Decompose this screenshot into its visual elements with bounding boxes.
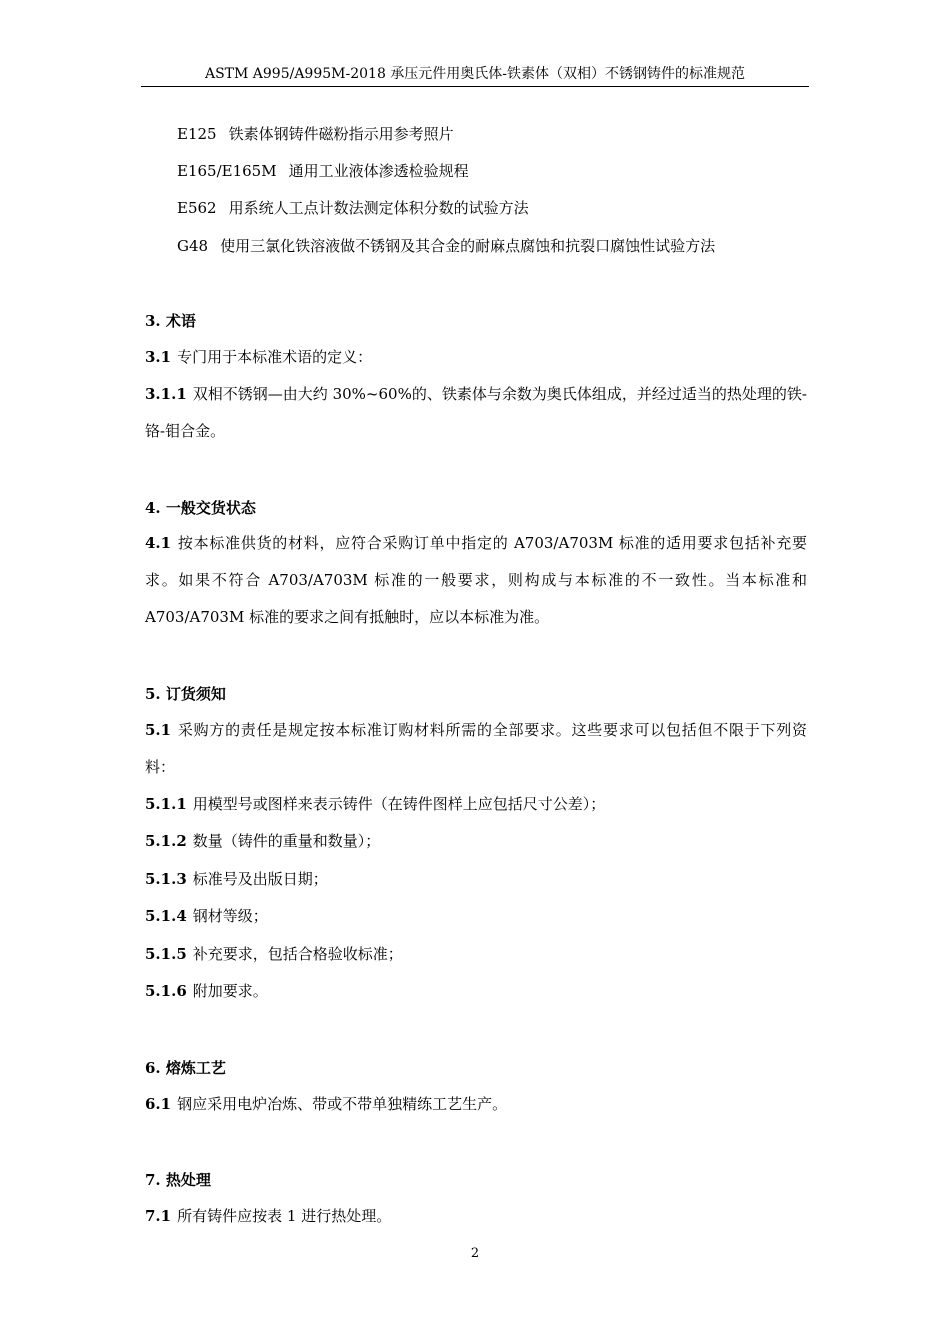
reference-code: G48 xyxy=(177,237,209,255)
reference-text: 通用工业液体渗透检验规程 xyxy=(288,162,469,180)
clause-text: 标准号及出版日期； xyxy=(192,870,328,888)
clause-5-1-4 xyxy=(145,898,807,935)
clause-number: 7.1 xyxy=(145,1207,172,1225)
reference-code: E165/E165M xyxy=(177,162,277,180)
clause-text: 所有铸件应按表 1 进行热处理。 xyxy=(177,1207,392,1225)
clause-text: 按本标准供货的材料，应符合采购订单中指定的 A703/A703M 标准的适用要求包括补充要求。如果不符合 A703/A703M 标准的一般要求，则构成与本标准的不一致性。当本标准和 A703/A703M 标准的要求之间有抵触时，应以本标准为准。 xyxy=(145,534,807,626)
reference-code: E562 xyxy=(177,199,217,217)
clause-text: 采购方的责任是规定按本标准订购材料所需的全部要求。这些要求可以包括但不限于下列资料： xyxy=(145,721,807,776)
section-heading-4: 4. 一般交货状态 xyxy=(145,499,256,517)
clause-number: 3.1 xyxy=(145,348,172,366)
clause-7-1 xyxy=(145,1198,807,1235)
clause-3-1-1 xyxy=(145,376,807,450)
clause-number: 5.1.5 xyxy=(145,945,187,963)
clause-number: 3.1.1 xyxy=(145,385,187,403)
reference-text: 铁素体钢铸件磁粉指示用参考照片 xyxy=(228,125,454,143)
section-heading-6: 6. 熔炼工艺 xyxy=(145,1059,226,1077)
clause-5-1-1 xyxy=(145,786,807,823)
page-header: ASTM A995/A995M-2018 承压元件用奥氏体-铁素体（双相）不锈钢铸件的标准规范 xyxy=(141,64,809,87)
clause-number: 5.1.6 xyxy=(145,982,187,1000)
reference-item xyxy=(177,235,715,257)
section-heading-5: 5. 订货须知 xyxy=(145,685,226,703)
clause-number: 5.1.4 xyxy=(145,907,187,925)
reference-item xyxy=(177,123,454,145)
section-heading-7: 7. 热处理 xyxy=(145,1171,211,1189)
clause-text: 用模型号或图样来表示铸件（在铸件图样上应包括尺寸公差）； xyxy=(192,795,606,813)
clause-5-1-3 xyxy=(145,861,807,898)
clause-number: 6.1 xyxy=(145,1095,172,1113)
clause-4-1 xyxy=(145,525,807,636)
clause-number: 5.1.2 xyxy=(145,832,187,850)
clause-text: 钢应采用电炉冶炼、带或不带单独精练工艺生产。 xyxy=(177,1095,508,1113)
clause-number: 5.1.1 xyxy=(145,795,187,813)
reference-item xyxy=(177,197,529,219)
reference-text: 用系统人工点计数法测定体积分数的试验方法 xyxy=(228,199,529,217)
clause-5-1-5 xyxy=(145,936,807,973)
clause-5-1-6 xyxy=(145,973,807,1010)
reference-code: E125 xyxy=(177,125,217,143)
clause-text: 双相不锈钢—由大约 30%~60%的、铁素体与余数为奥氏体组成，并经过适当的热处理的铁-铬-钼合金。 xyxy=(145,385,807,440)
section-heading-3: 3. 术语 xyxy=(145,312,196,330)
clause-number: 4.1 xyxy=(145,534,172,552)
clause-text: 专门用于本标准术语的定义： xyxy=(177,348,373,366)
clause-text: 钢材等级； xyxy=(192,907,268,925)
clause-number: 5.1 xyxy=(145,721,172,739)
clause-text: 附加要求。 xyxy=(192,982,268,1000)
clause-text: 补充要求，包括合格验收标准； xyxy=(192,945,403,963)
clause-5-1 xyxy=(145,712,807,786)
clause-text: 数量（铸件的重量和数量）； xyxy=(192,832,381,850)
clause-6-1 xyxy=(145,1086,807,1123)
reference-text: 使用三氯化铁溶液做不锈钢及其合金的耐麻点腐蚀和抗裂口腐蚀性试验方法 xyxy=(220,237,716,255)
clause-5-1-2 xyxy=(145,823,807,860)
clause-number: 5.1.3 xyxy=(145,870,187,888)
reference-item xyxy=(177,160,469,182)
page-number: 2 xyxy=(470,1246,480,1261)
clause-3-1 xyxy=(145,339,807,376)
